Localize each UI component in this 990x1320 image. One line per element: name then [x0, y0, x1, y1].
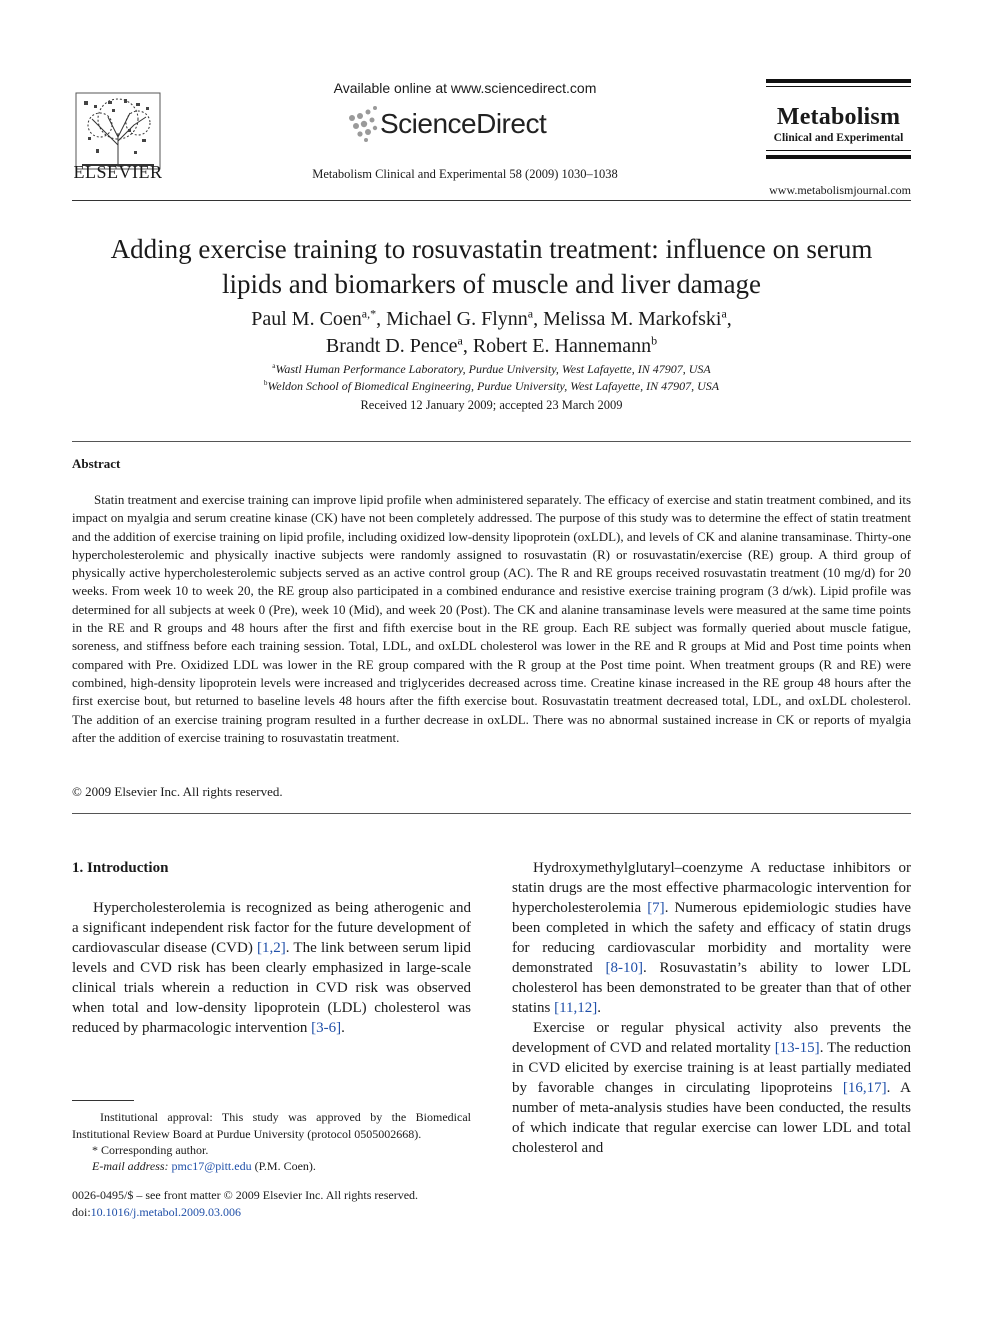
- journal-url[interactable]: www.metabolismjournal.com: [769, 183, 911, 197]
- author-separator: ,: [376, 308, 387, 330]
- paragraph-text: . A number of meta-analysis studies have been conducted, the results of which indicate that regular exercise can lower LDL and total cholesterol and: [512, 1080, 911, 1156]
- paragraph-text: . The link between serum lipid levels and CVD risk has been clearly emphasized in large-scale clinical trials wherein a reduction in CVD risk was observed when total and low-density lipoprotein (LDL) cholesterol was reduced by pharmacologic intervention: [72, 940, 471, 1036]
- left-column: [72, 858, 471, 1038]
- intro-paragraph: [72, 898, 471, 1038]
- author-affil-mark: b: [651, 333, 658, 348]
- journal-title: Metabolism: [776, 104, 901, 130]
- citation-link[interactable]: [1,2]: [257, 940, 286, 956]
- front-matter: [72, 1187, 492, 1221]
- affiliation-mark: a: [272, 362, 276, 370]
- corresponding-author-note: * Corresponding author.: [92, 1143, 209, 1157]
- doi-link[interactable]: 10.1016/j.metabol.2009.03.006: [90, 1205, 241, 1219]
- received-dates: Received 12 January 2009; accepted 23 March 2009: [360, 398, 623, 412]
- author-affil-mark: a,*: [361, 306, 377, 321]
- paragraph-text: Hydroxymethylglutaryl–coenzyme A reductase inhibitors or statin drugs are the most effective pharmacologic intervention for hypercholesterolemia: [512, 860, 911, 916]
- citation-link[interactable]: [16,17]: [842, 1080, 887, 1096]
- masthead-rule: [766, 79, 911, 83]
- paragraph-text: Hypercholesterolemia is recognized as being atherogenic and a significant independent risk factor for the future development of cardiovascular disease (CVD): [72, 900, 471, 956]
- affiliation-text: Weldon School of Biomedical Engineering, Purdue University, West Lafayette, IN 47907, USA: [267, 379, 720, 393]
- journal-subtitle: Clinical and Experimental: [773, 132, 904, 144]
- affiliation-text: Wastl Human Performance Laboratory, Purdue University, West Lafayette, IN 47907, USA: [275, 362, 711, 376]
- journal-citation: Metabolism Clinical and Experimental 58 (2009) 1030–1038: [312, 167, 618, 181]
- author-name[interactable]: Melissa M. Markofski: [543, 308, 722, 330]
- email-note: [72, 1158, 471, 1175]
- masthead-rule: [766, 155, 911, 159]
- elsevier-wordmark: ELSEVIER: [73, 162, 163, 182]
- abstract-copyright: © 2009 Elsevier Inc. All rights reserved.: [72, 784, 283, 799]
- paragraph-text: Exercise or regular physical activity also prevents the development of CVD and related mortality: [512, 1020, 911, 1056]
- author-separator: ,: [462, 335, 473, 357]
- header-divider: [72, 200, 911, 201]
- title-line: lipids and biomarkers of muscle and liver damage: [221, 269, 762, 299]
- abstract-bottom-rule: [72, 813, 911, 814]
- sciencedirect-wordmark: ScienceDirect: [380, 108, 547, 139]
- author-name[interactable]: Brandt D. Pence: [325, 335, 458, 357]
- author-name[interactable]: Michael G. Flynn: [386, 308, 528, 330]
- institutional-approval-note: Institutional approval: This study was approved by the Biomedical Institutional Review Board at Purdue University (protocol 0505002668).: [72, 1110, 471, 1141]
- email-suffix: (P.M. Coen).: [251, 1159, 316, 1173]
- affiliation-mark: b: [263, 379, 268, 387]
- author-list: [72, 306, 911, 360]
- section-heading: 1. Introduction: [72, 860, 169, 876]
- email-link[interactable]: pmc17@pitt.edu: [171, 1159, 252, 1173]
- author-name[interactable]: Paul M. Coen: [251, 308, 362, 330]
- abstract-top-rule: [72, 441, 911, 442]
- paragraph-text: . The reduction in CVD elicited by exercise training is at least partially mediated by favorable changes in circulating lipoproteins: [512, 1040, 911, 1096]
- author-name[interactable]: Robert E. Hannemann: [472, 335, 652, 357]
- available-online-text: Available online at www.sciencedirect.com: [333, 80, 597, 96]
- author-affil-mark: a: [721, 306, 727, 321]
- paragraph-text: .: [341, 1020, 345, 1036]
- citation-link[interactable]: [13-15]: [774, 1040, 820, 1056]
- right-column: [512, 858, 911, 1158]
- footnote-rule: [72, 1100, 134, 1101]
- citation-link[interactable]: [3-6]: [311, 1020, 342, 1036]
- intro-paragraph: [512, 1018, 911, 1158]
- citation-link[interactable]: [8-10]: [605, 960, 643, 976]
- author-separator: ,: [726, 308, 732, 330]
- sciencedirect-dots-icon: [346, 104, 380, 144]
- abstract-heading: Abstract: [72, 456, 121, 471]
- article-title: [72, 232, 911, 302]
- doi-label: doi:: [72, 1205, 91, 1219]
- citation-link[interactable]: [7]: [647, 900, 665, 916]
- title-line: Adding exercise training to rosuvastatin treatment: influence on serum: [110, 234, 873, 264]
- citation-link[interactable]: [11,12]: [554, 1000, 598, 1016]
- affiliations: [72, 361, 911, 395]
- paragraph-text: .: [597, 1000, 602, 1016]
- author-separator: ,: [533, 308, 544, 330]
- author-affil-mark: a: [527, 306, 534, 321]
- author-affil-mark: a: [457, 333, 463, 348]
- masthead-rule: [766, 150, 911, 151]
- paragraph-text: . Numerous epidemiologic studies have been completed in which the safety and efficacy of statin drugs for reducing cardiovascular morbidity and mortality were demonstrated: [512, 900, 911, 976]
- abstract-body: Statin treatment and exercise training can improve lipid profile when administered separately. The efficacy of exercise and statin treatment combined, and its impact on myalgia and serum creatine kinase (CK) have not been completely addressed. The purpose of this study was to determine the effect of statin treatment and the addition of exercise training on lipid profile, including oxidized low-density lipoprotein (oxLDL), and levels of CK and alanine transaminase. Thirty-one hypercholesterolemic and physically inactive subjects were randomly assigned to rosuvastatin (R) or rosuvastatin/exercise (RE) group. A third group of physically active hypercholesterolemic subjects served as an active control group (AC). The R and RE groups received rosuvastatin treatment (10 mg/d) for 20 weeks. From week 10 to week 20, the RE group also participated in a combined endurance and resistive exercise training program (3 d/wk). Lipid profile was determined for all subjects at week 0 (Pre), week 10 (Mid), and week 20 (Post). The CK and alanine transaminase levels were measured at the same time points in the RE and R groups and 48 hours after the first and fifth exercise bout in the RE group. Each RE subject was formally queried about muscle fatigue, soreness, and stiffness before each training session. Total, LDL, and oxLDL cholesterol was lower in the RE and R groups at Mid and Post time points when compared with Pre. Oxidized LDL was lower in the RE group compared with the R group at the Post time point. When treatment groups (R and RE) were combined, high-density lipoprotein levels were increased and triglycerides decreased across time. Creatine kinase increased in the RE group 48 hours after the first exercise bout, but returned to baseline levels 48 hours after the fifth exercise bout. Rosuvastatin treatment decreased total, LDL, and oxLDL cholesterol. The addition of an exercise training program resulted in a further decrease in oxLDL. There was no abnormal sustained increase in CK or reports of myalgia after the addition of exercise training to rosuvastatin treatment.: [72, 492, 911, 745]
- front-matter-text: 0026-0495/$ – see front matter © 2009 Elsevier Inc. All rights reserved.: [72, 1188, 419, 1202]
- intro-paragraph: [512, 858, 911, 1018]
- masthead-rule: [766, 86, 911, 87]
- email-label: E-mail address:: [92, 1159, 172, 1173]
- paragraph-text: . Rosuvastatin’s ability to lower LDL cholesterol has been demonstrated to be greater than that of other statins: [512, 960, 911, 1016]
